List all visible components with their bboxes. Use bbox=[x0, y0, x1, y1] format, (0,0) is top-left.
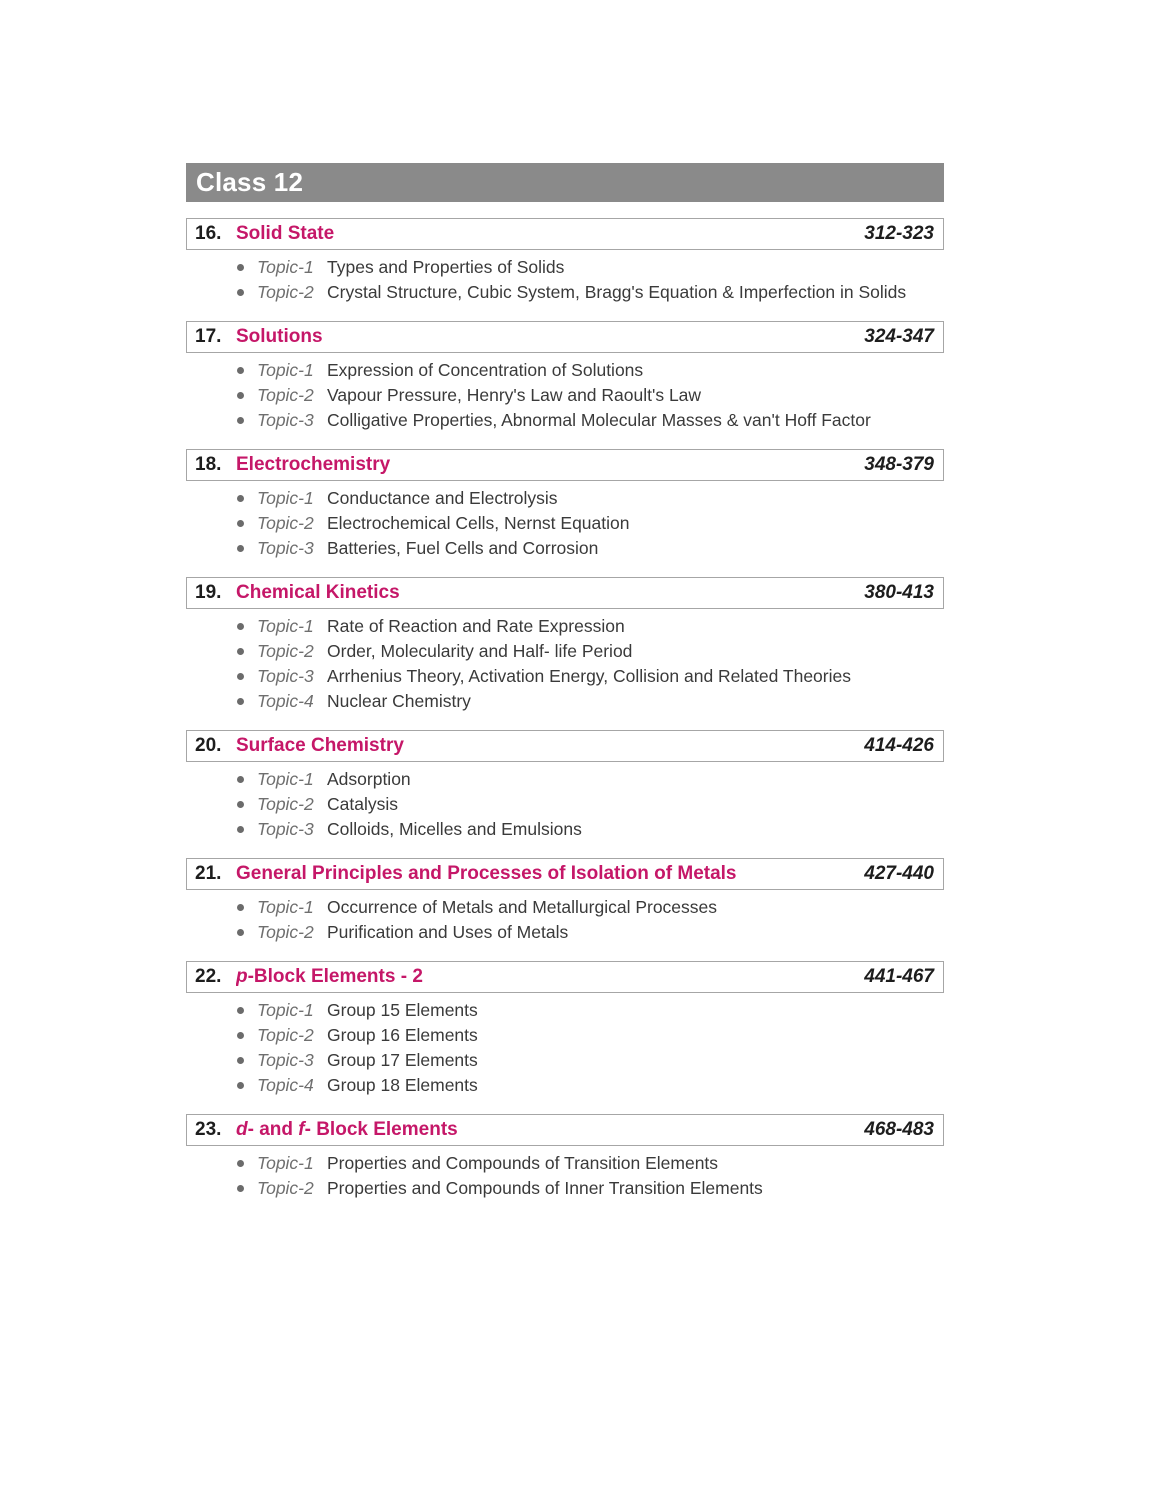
topic-text: Group 16 Elements bbox=[327, 1025, 478, 1045]
chapter-header-row bbox=[186, 858, 944, 890]
topic-label: Topic-4 bbox=[257, 1075, 314, 1095]
chapter-section bbox=[186, 321, 944, 433]
topic-label: Topic-2 bbox=[257, 641, 314, 661]
topic-text: Vapour Pressure, Henry's Law and Raoult's Law bbox=[327, 385, 702, 405]
topic-list bbox=[186, 486, 944, 561]
topic-list bbox=[186, 895, 944, 945]
topic-text: Arrhenius Theory, Activation Energy, Collision and Related Theories bbox=[327, 666, 851, 686]
chapter-number: 21. bbox=[195, 863, 222, 884]
topic-text: Conductance and Electrolysis bbox=[327, 488, 558, 508]
bullet-icon bbox=[237, 1185, 244, 1192]
chapter-header-row bbox=[186, 577, 944, 609]
topic-label: Topic-1 bbox=[257, 360, 314, 380]
chapter-list bbox=[186, 218, 944, 1201]
bullet-icon bbox=[237, 289, 244, 296]
bullet-icon bbox=[237, 1057, 244, 1064]
bullet-icon bbox=[237, 392, 244, 399]
bullet-icon bbox=[237, 1007, 244, 1014]
topic-text: Adsorption bbox=[327, 769, 411, 789]
bullet-icon bbox=[237, 495, 244, 502]
topic-text: Nuclear Chemistry bbox=[327, 691, 471, 711]
topic-item bbox=[186, 920, 944, 945]
chapter-section bbox=[186, 449, 944, 561]
topic-list bbox=[186, 255, 944, 305]
chapter-number: 20. bbox=[195, 735, 222, 756]
topic-item bbox=[186, 614, 944, 639]
topic-label: Topic-3 bbox=[257, 538, 314, 558]
chapter-number: 17. bbox=[195, 326, 222, 347]
chapter-header-row bbox=[186, 730, 944, 762]
topic-label: Topic-4 bbox=[257, 691, 314, 711]
chapter-number: 18. bbox=[195, 454, 222, 475]
topic-label: Topic-3 bbox=[257, 666, 314, 686]
topic-item bbox=[186, 1023, 944, 1048]
topic-list bbox=[186, 1151, 944, 1201]
chapter-title: Solutions bbox=[236, 326, 323, 347]
bullet-icon bbox=[237, 648, 244, 655]
bullet-icon bbox=[237, 545, 244, 552]
topic-text: Group 18 Elements bbox=[327, 1075, 478, 1095]
topic-label: Topic-1 bbox=[257, 616, 314, 636]
topic-item bbox=[186, 689, 944, 714]
chapter-title: d- and f- Block Elements bbox=[236, 1119, 458, 1140]
topic-label: Topic-1 bbox=[257, 769, 314, 789]
topic-text: Expression of Concentration of Solutions bbox=[327, 360, 644, 380]
topic-label: Topic-3 bbox=[257, 410, 314, 430]
bullet-icon bbox=[237, 1082, 244, 1089]
chapter-title: Solid State bbox=[236, 223, 335, 244]
topic-text: Catalysis bbox=[327, 794, 398, 814]
topic-text: Purification and Uses of Metals bbox=[327, 922, 569, 942]
chapter-title: Surface Chemistry bbox=[236, 735, 404, 756]
bullet-icon bbox=[237, 776, 244, 783]
topic-item bbox=[186, 817, 944, 842]
chapter-section bbox=[186, 730, 944, 842]
topic-text: Group 17 Elements bbox=[327, 1050, 478, 1070]
topic-label: Topic-2 bbox=[257, 513, 314, 533]
topic-item bbox=[186, 998, 944, 1023]
bullet-icon bbox=[237, 623, 244, 630]
topic-text: Crystal Structure, Cubic System, Bragg's Equation & Imperfection in Solids bbox=[327, 282, 907, 302]
bullet-icon bbox=[237, 826, 244, 833]
topic-list bbox=[186, 998, 944, 1098]
chapter-header-row bbox=[186, 218, 944, 250]
topic-item bbox=[186, 1151, 944, 1176]
topic-label: Topic-2 bbox=[257, 922, 314, 942]
topic-item bbox=[186, 408, 944, 433]
chapter-page-range: 441-467 bbox=[864, 966, 934, 987]
topic-text: Colloids, Micelles and Emulsions bbox=[327, 819, 582, 839]
topic-item bbox=[186, 1176, 944, 1201]
topic-item bbox=[186, 767, 944, 792]
topic-text: Types and Properties of Solids bbox=[327, 257, 565, 277]
toc-page bbox=[186, 163, 944, 1217]
topic-label: Topic-2 bbox=[257, 385, 314, 405]
chapter-page-range: 380-413 bbox=[864, 582, 934, 603]
topic-item bbox=[186, 895, 944, 920]
topic-text: Properties and Compounds of Inner Transition Elements bbox=[327, 1178, 763, 1198]
topic-text: Properties and Compounds of Transition Elements bbox=[327, 1153, 719, 1173]
topic-label: Topic-1 bbox=[257, 257, 314, 277]
topic-text: Group 15 Elements bbox=[327, 1000, 478, 1020]
chapter-section bbox=[186, 961, 944, 1098]
chapter-title: Chemical Kinetics bbox=[236, 582, 400, 603]
topic-item bbox=[186, 383, 944, 408]
chapter-title: p-Block Elements - 2 bbox=[236, 966, 423, 987]
chapter-number: 22. bbox=[195, 966, 222, 987]
chapter-section bbox=[186, 858, 944, 945]
topic-label: Topic-1 bbox=[257, 488, 314, 508]
topic-item bbox=[186, 664, 944, 689]
topic-label: Topic-2 bbox=[257, 282, 314, 302]
topic-label: Topic-1 bbox=[257, 1000, 314, 1020]
bullet-icon bbox=[237, 264, 244, 271]
chapter-page-range: 414-426 bbox=[864, 735, 934, 756]
topic-label: Topic-1 bbox=[257, 897, 314, 917]
chapter-header-row bbox=[186, 449, 944, 481]
topic-item bbox=[186, 255, 944, 280]
topic-text: Occurrence of Metals and Metallurgical Processes bbox=[327, 897, 718, 917]
chapter-section bbox=[186, 577, 944, 714]
class-header-title: Class 12 bbox=[196, 167, 304, 197]
topic-text: Batteries, Fuel Cells and Corrosion bbox=[327, 538, 599, 558]
topic-item bbox=[186, 792, 944, 817]
topic-item bbox=[186, 1073, 944, 1098]
topic-item bbox=[186, 486, 944, 511]
topic-list bbox=[186, 767, 944, 842]
bullet-icon bbox=[237, 698, 244, 705]
topic-item bbox=[186, 639, 944, 664]
topic-item bbox=[186, 511, 944, 536]
topic-item bbox=[186, 1048, 944, 1073]
bullet-icon bbox=[237, 1160, 244, 1167]
topic-label: Topic-2 bbox=[257, 794, 314, 814]
chapter-section bbox=[186, 1114, 944, 1201]
topic-label: Topic-1 bbox=[257, 1153, 314, 1173]
bullet-icon bbox=[237, 1032, 244, 1039]
topic-text: Electrochemical Cells, Nernst Equation bbox=[327, 513, 630, 533]
topic-label: Topic-3 bbox=[257, 819, 314, 839]
class-header-bar bbox=[186, 163, 944, 202]
topic-list bbox=[186, 614, 944, 714]
bullet-icon bbox=[237, 417, 244, 424]
chapter-title: General Principles and Processes of Isolation of Metals bbox=[236, 863, 737, 884]
bullet-icon bbox=[237, 520, 244, 527]
chapter-number: 23. bbox=[195, 1119, 222, 1140]
chapter-number: 19. bbox=[195, 582, 222, 603]
topic-item bbox=[186, 536, 944, 561]
topic-item bbox=[186, 280, 944, 305]
chapter-header-row bbox=[186, 1114, 944, 1146]
chapter-header-row bbox=[186, 321, 944, 353]
chapter-page-range: 427-440 bbox=[864, 863, 934, 884]
bullet-icon bbox=[237, 673, 244, 680]
topic-label: Topic-2 bbox=[257, 1025, 314, 1045]
bullet-icon bbox=[237, 367, 244, 374]
chapter-header-row bbox=[186, 961, 944, 993]
chapter-section bbox=[186, 218, 944, 305]
topic-item bbox=[186, 358, 944, 383]
topic-text: Rate of Reaction and Rate Expression bbox=[327, 616, 625, 636]
topic-text: Colligative Properties, Abnormal Molecular Masses & van't Hoff Factor bbox=[327, 410, 871, 430]
bullet-icon bbox=[237, 801, 244, 808]
chapter-number: 16. bbox=[195, 223, 222, 244]
chapter-page-range: 324-347 bbox=[864, 326, 934, 347]
bullet-icon bbox=[237, 904, 244, 911]
topic-label: Topic-3 bbox=[257, 1050, 314, 1070]
chapter-page-range: 468-483 bbox=[864, 1119, 934, 1140]
chapter-page-range: 348-379 bbox=[864, 454, 934, 475]
bullet-icon bbox=[237, 929, 244, 936]
topic-list bbox=[186, 358, 944, 433]
chapter-page-range: 312-323 bbox=[864, 223, 934, 244]
topic-text: Order, Molecularity and Half- life Period bbox=[327, 641, 633, 661]
chapter-title: Electrochemistry bbox=[236, 454, 391, 475]
topic-label: Topic-2 bbox=[257, 1178, 314, 1198]
